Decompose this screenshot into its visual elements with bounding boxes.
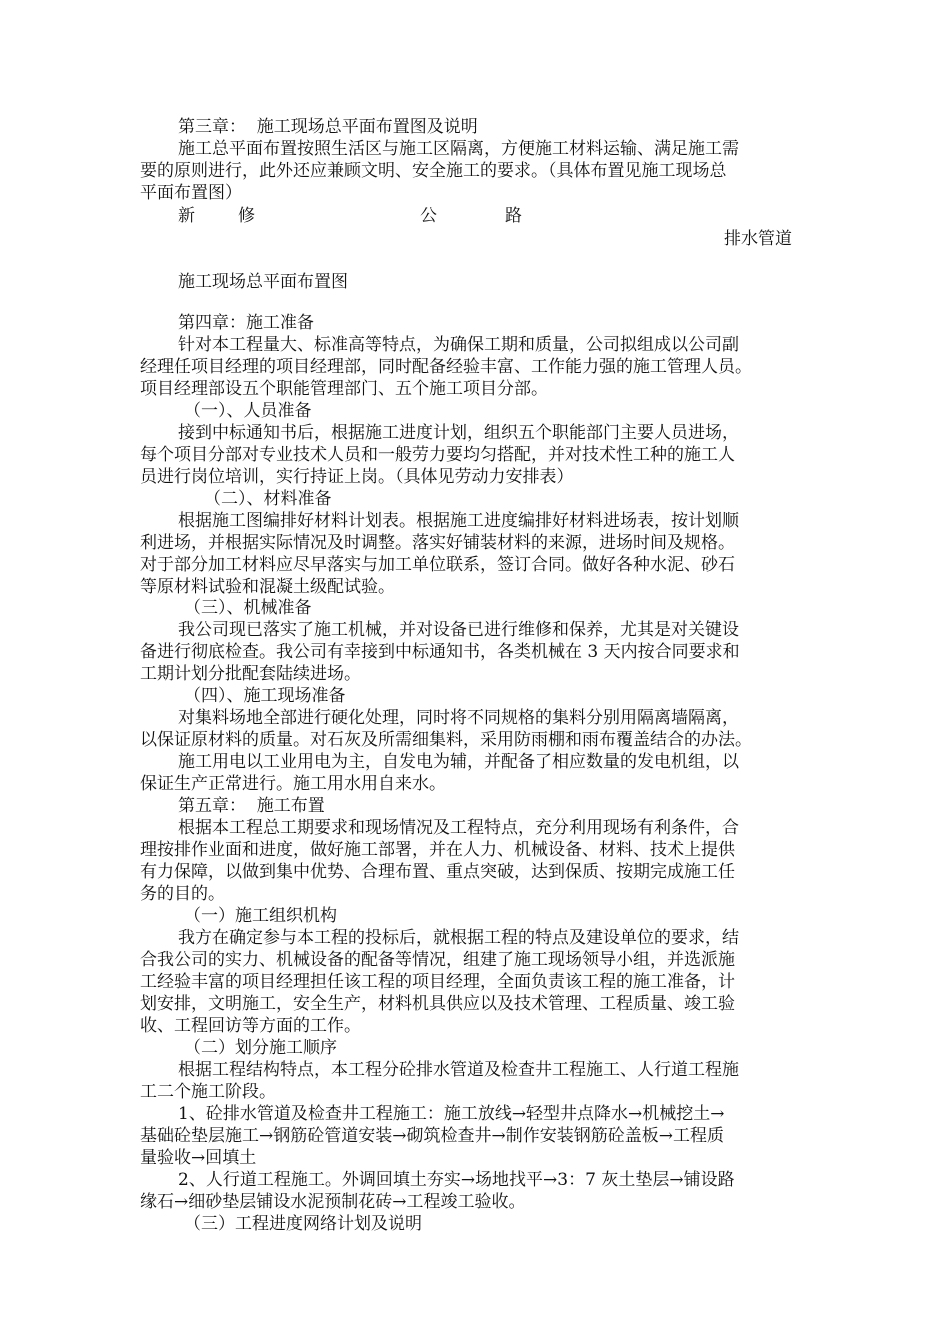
section-title: （二）、材料准备 xyxy=(204,489,332,509)
paragraph-line: 项目经理部设五个职能管理部门、五个施工项目分部。 xyxy=(140,379,548,399)
paragraph-line: 要的原则进行，此外还应兼顾文明、安全施工的要求。（具体布置见施工现场总 xyxy=(140,161,727,181)
paragraph-line: 经理任项目经理的项目经理部，同时配备经验丰富、工作能力强的施工管理人员。 xyxy=(140,357,752,377)
paragraph-line: 收、工程回访等方面的工作。 xyxy=(140,1016,361,1036)
list-item-line: 基础砼垫层施工→钢筋砼管道安装→砌筑检查井→制作安装钢筋砼盖板→工程质 xyxy=(140,1126,724,1146)
paragraph-line: 施工用电以工业用电为主，自发电为辅，并配备了相应数量的发电机组，以 xyxy=(178,752,739,772)
paragraph-line: 工二个施工阶段。 xyxy=(140,1082,276,1102)
section-title: （二）划分施工顺序 xyxy=(184,1038,337,1058)
chapter-3-title: 第三章： 施工现场总平面布置图及说明 xyxy=(178,117,478,137)
paragraph-line: 利进场，并根据实际情况及时调整。落实好铺装材料的来源，进场时间及规格。 xyxy=(140,533,735,553)
road-label: 修 xyxy=(238,206,255,226)
drain-label: 排水管道 xyxy=(724,229,792,249)
paragraph-line: 每个项目分部对专业技术人员和一般劳力要均匀搭配，并对技术性工种的施工人 xyxy=(140,445,735,465)
paragraph-line: 保证生产正常进行。施工用水用自来水。 xyxy=(140,774,446,794)
paragraph-line: 平面布置图） xyxy=(140,183,242,203)
list-item-line: 2、人行道工程施工。外调回填土夯实→场地找平→3：7 灰土垫层→铺设路 xyxy=(178,1170,735,1190)
paragraph-line: 工经验丰富的项目经理担任该工程的项目经理，全面负责该工程的施工准备，计 xyxy=(140,972,735,992)
paragraph-line: 针对本工程量大、标准高等特点，为确保工期和质量，公司拟组成以公司副 xyxy=(178,335,739,355)
paragraph-line: 备进行彻底检查。我公司有幸接到中标通知书，各类机械在 3 天内按合同要求和 xyxy=(140,642,740,662)
section-title: （三）、机械准备 xyxy=(184,598,312,618)
section-title: （三）工程进度网络计划及说明 xyxy=(184,1214,422,1234)
paragraph-line: 对于部分加工材料应尽早落实与加工单位联系，签订合同。做好各种水泥、砂石 xyxy=(140,555,735,575)
paragraph-line: 我方在确定参与本工程的投标后，就根据工程的特点及建设单位的要求，结 xyxy=(178,928,739,948)
road-label: 路 xyxy=(505,206,522,226)
section-title: （一）施工组织机构 xyxy=(184,906,337,926)
paragraph-line: 对集料场地全部进行硬化处理，同时将不同规格的集料分别用隔离墙隔离， xyxy=(178,708,739,728)
paragraph-line: 等原材料试验和混凝土级配试验。 xyxy=(140,577,395,597)
paragraph-line: 我公司现已落实了施工机械，并对设备已进行维修和保养，尤其是对关键设 xyxy=(178,620,739,640)
paragraph-line: 合我公司的实力、机械设备的配备等情况，组建了施工现场领导小组，并选派施 xyxy=(140,950,735,970)
paragraph-line: 有力保障，以做到集中优势、合理布置、重点突破，达到保质、按期完成施工任 xyxy=(140,862,735,882)
paragraph-line: 理按排作业面和进度，做好施工部署，并在人力、机械设备、材料、技术上提供 xyxy=(140,840,735,860)
paragraph-line: 接到中标通知书后，根据施工进度计划，组织五个职能部门主要人员进场， xyxy=(178,423,739,443)
paragraph-line: 员进行岗位培训，实行持证上岗。（具体见劳动力安排表） xyxy=(140,467,574,487)
list-item-line: 量验收→回填土 xyxy=(140,1148,257,1168)
diagram-caption: 施工现场总平面布置图 xyxy=(178,272,348,292)
paragraph-line: 施工总平面布置按照生活区与施工区隔离，方便施工材料运输、满足施工需 xyxy=(178,139,739,159)
chapter-4-title: 第四章：施工准备 xyxy=(178,313,314,333)
road-label: 新 xyxy=(178,206,195,226)
paragraph-line: 根据本工程总工期要求和现场情况及工程特点，充分利用现场有利条件，合 xyxy=(178,818,739,838)
road-label: 公 xyxy=(420,206,437,226)
section-title: （一）、人员准备 xyxy=(184,401,312,421)
paragraph-line: 根据工程结构特点，本工程分砼排水管道及检查井工程施工、人行道工程施 xyxy=(178,1060,739,1080)
paragraph-line: 以保证原材料的质量。对石灰及所需细集料，采用防雨棚和雨布覆盖结合的办法。 xyxy=(140,730,752,750)
section-title: （四）、施工现场准备 xyxy=(184,686,346,706)
paragraph-line: 根据施工图编排好材料计划表。根据施工进度编排好材料进场表，按计划顺 xyxy=(178,511,739,531)
paragraph-line: 划安排，文明施工，安全生产，材料机具供应以及技术管理、工程质量、竣工验 xyxy=(140,994,735,1014)
paragraph-line: 工期计划分批配套陆续进场。 xyxy=(140,664,361,684)
paragraph-line: 务的目的。 xyxy=(140,884,225,904)
list-item-line: 缘石→细砂垫层铺设水泥预制花砖→工程竣工验收。 xyxy=(140,1192,526,1212)
list-item-line: 1、砼排水管道及检查井工程施工：施工放线→轻型井点降水→机械挖土→ xyxy=(178,1104,725,1124)
chapter-5-title: 第五章： 施工布置 xyxy=(178,796,325,816)
